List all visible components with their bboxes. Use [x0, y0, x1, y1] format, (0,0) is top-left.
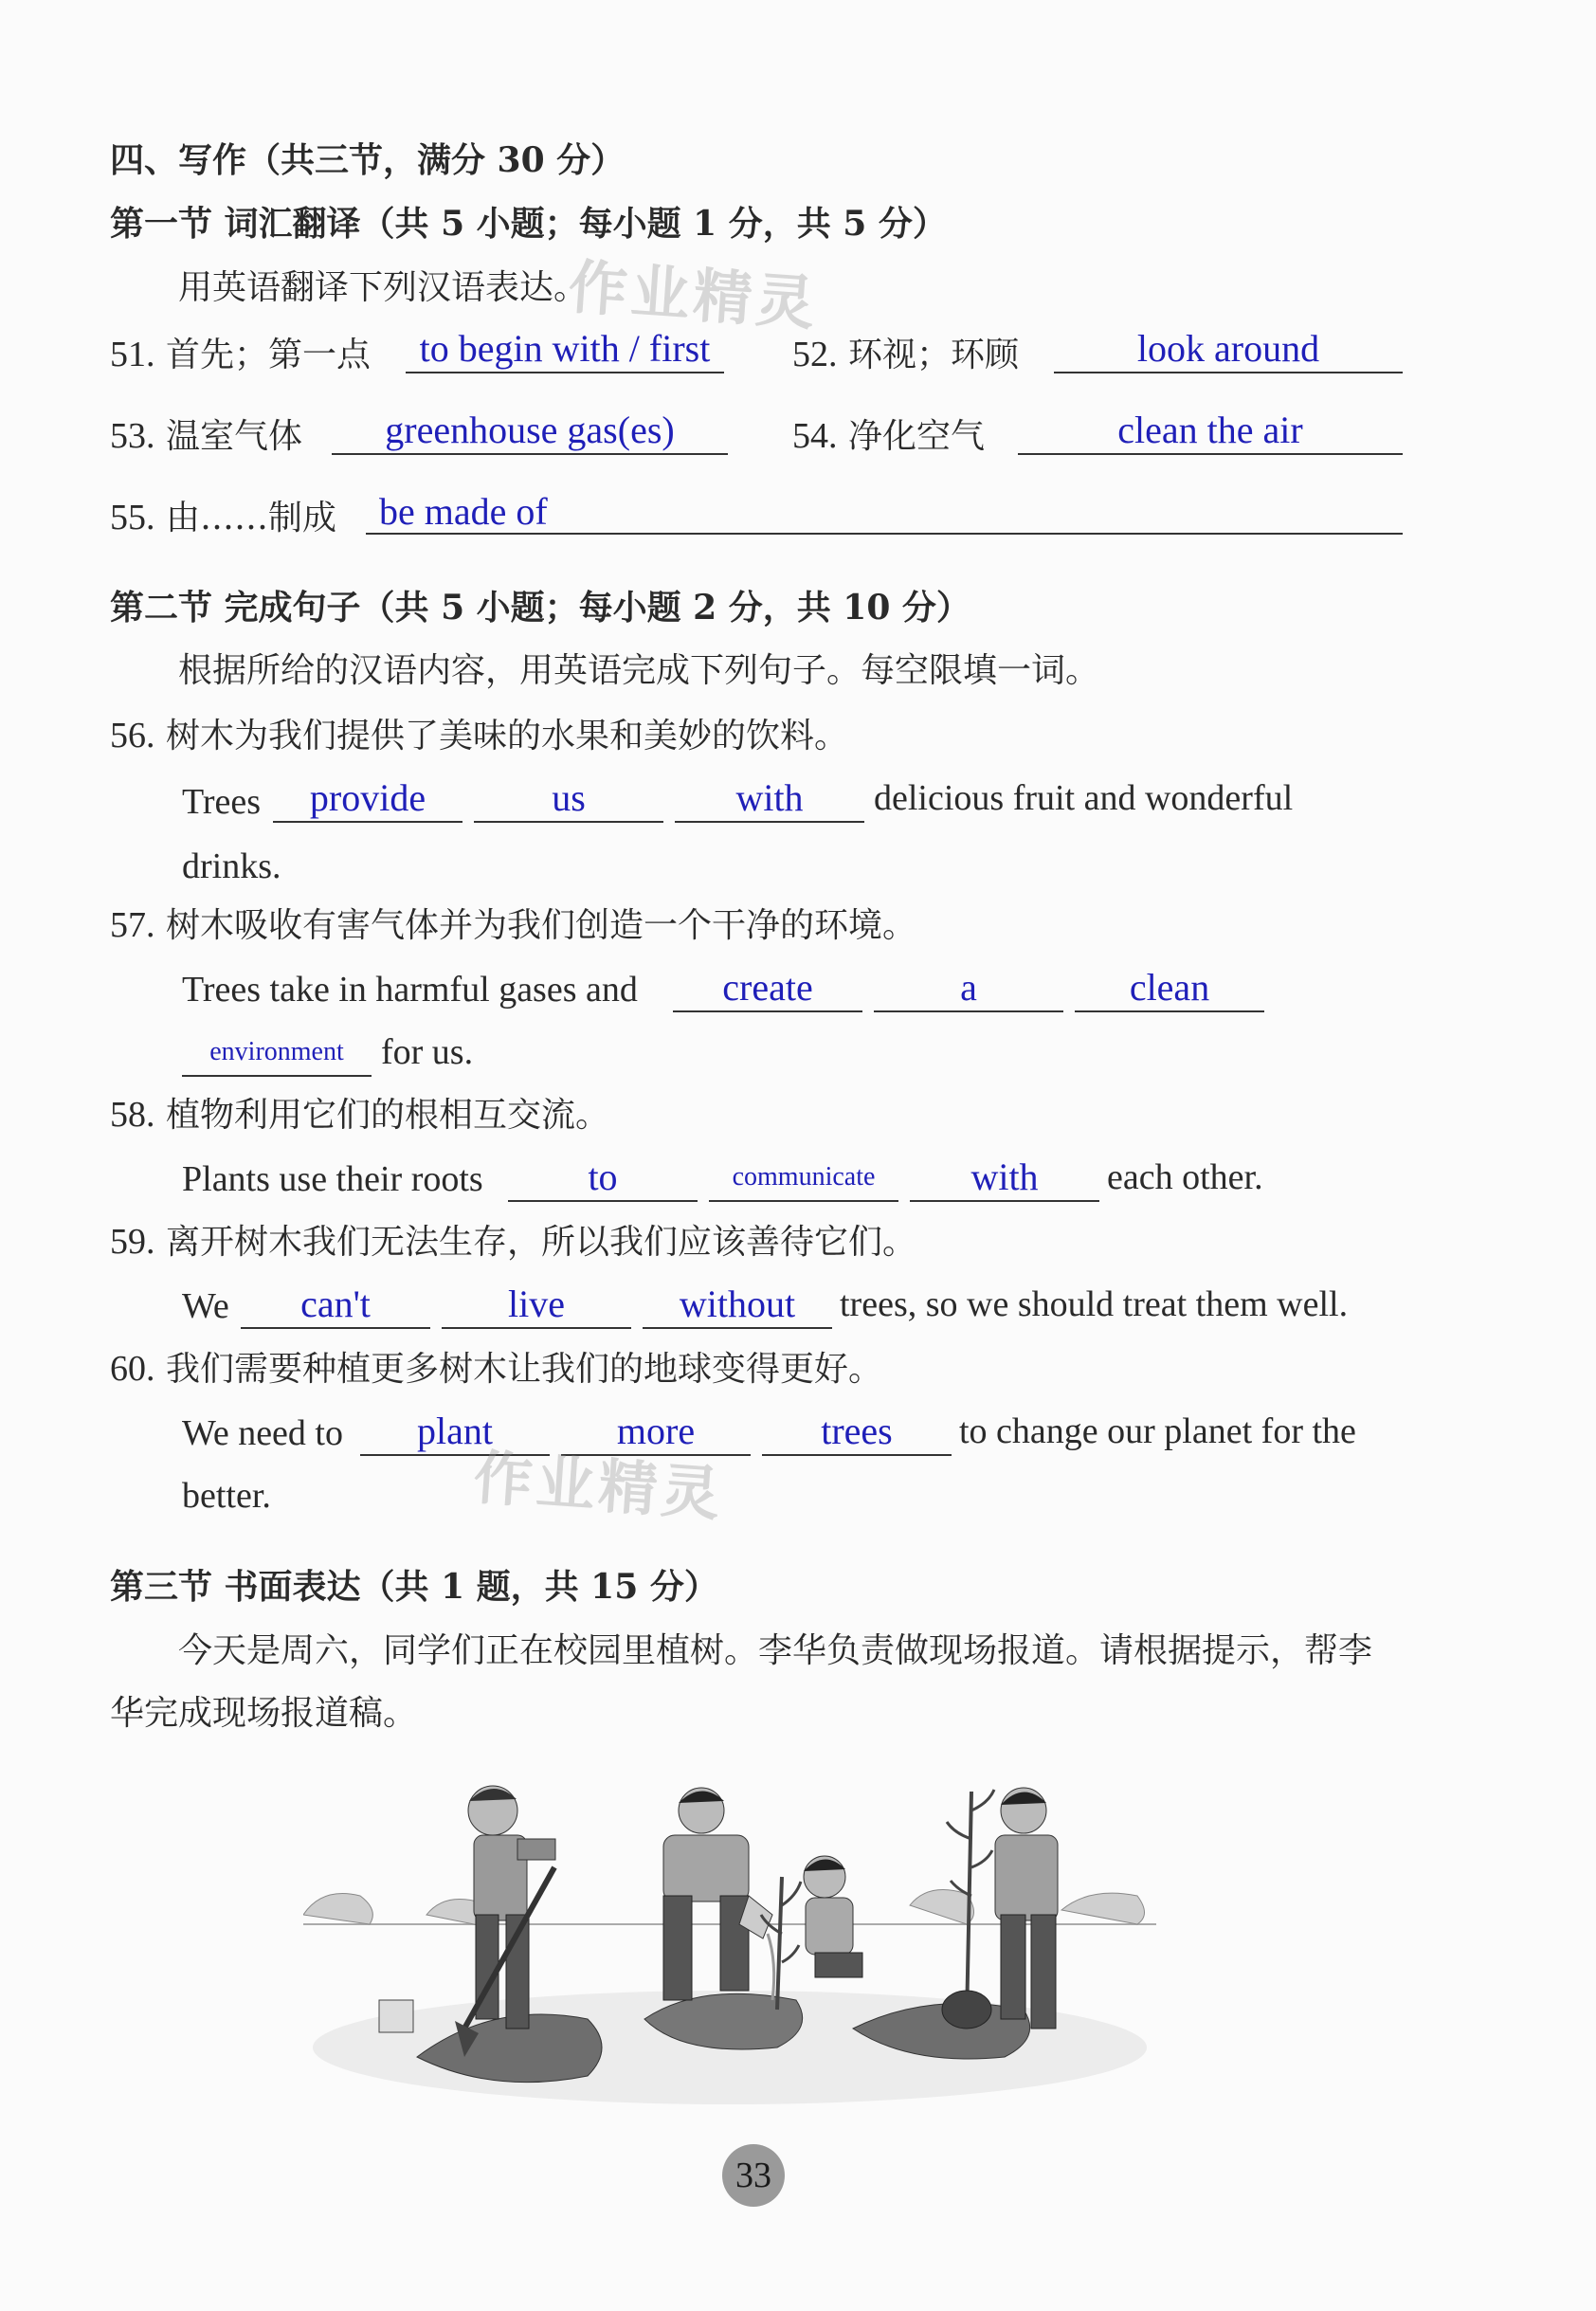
q59-chinese: 59. 离开树木我们无法生存，所以我们应该善待它们。: [110, 1222, 916, 1262]
q56-line2: drinks.: [182, 846, 281, 886]
q58-blank-2: communicate: [709, 1156, 898, 1202]
q58-pre: Plants use their roots: [182, 1159, 483, 1199]
item-55-label: 55. 由……制成: [110, 498, 336, 537]
q57-blank-3: clean: [1075, 967, 1264, 1012]
q60-line2: better.: [182, 1476, 271, 1516]
q57-blank-4: environment: [182, 1031, 372, 1077]
part3-title: 第三节 书面表达（共 1 题，共 15 分）: [110, 1567, 718, 1607]
q56-blank-1: provide: [273, 777, 462, 823]
item-52-label: 52. 环视；环顾: [792, 335, 1019, 374]
q60-post: to change our planet for the: [959, 1411, 1356, 1451]
q57-pre: Trees take in harmful gases and: [182, 970, 638, 1010]
part2-instruction: 根据所给的汉语内容，用英语完成下列句子。每空限填一词。: [178, 651, 1100, 690]
q56-post: delicious fruit and wonderful: [874, 778, 1294, 818]
item-54-label: 54. 净化空气: [792, 416, 985, 456]
part3-text-1: 今天是周六，同学们正在校园里植树。李华负责做现场报道。请根据提示，帮李: [178, 1631, 1373, 1670]
q60-blank-2: more: [561, 1410, 751, 1456]
q60-blank-3: trees: [762, 1410, 952, 1456]
part1-title: 第一节 词汇翻译（共 5 小题；每小题 1 分，共 5 分）: [110, 204, 947, 244]
q57-post: for us.: [381, 1032, 474, 1072]
item-51-answer: to begin with / first: [406, 328, 724, 373]
part1-instruction: 用英语翻译下列汉语表达。: [178, 268, 589, 307]
part2-title: 第二节 完成句子（共 5 小题；每小题 2 分，共 10 分）: [110, 588, 970, 628]
q56-chinese: 56. 树木为我们提供了美味的水果和美妙的饮料。: [110, 716, 848, 755]
q60-blank-1: plant: [360, 1410, 550, 1456]
q60-pre: We need to: [182, 1413, 343, 1453]
q59-post: trees, so we should treat them well.: [840, 1284, 1349, 1324]
item-51-label: 51. 首先；第一点: [110, 335, 371, 374]
q59-blank-3: without: [643, 1283, 832, 1329]
watermark-2: 作业精灵: [471, 1442, 726, 1530]
q56-pre: Trees: [182, 782, 262, 822]
item-53-answer: greenhouse gas(es): [332, 409, 728, 455]
q57-blank-2: a: [874, 967, 1063, 1012]
q57-chinese: 57. 树木吸收有害气体并为我们创造一个干净的环境。: [110, 905, 916, 945]
item-53-label: 53. 温室气体: [110, 416, 302, 456]
part3-text-2: 华完成现场报道稿。: [110, 1694, 418, 1733]
tree-planting-illustration: [303, 1773, 1156, 2104]
q59-pre: We: [182, 1286, 229, 1326]
item-52-answer: look around: [1054, 328, 1403, 373]
q58-blank-1: to: [508, 1156, 698, 1202]
section-header: 四、写作（共三节，满分 30 分）: [110, 140, 626, 180]
q59-blank-1: can't: [241, 1283, 430, 1329]
q57-blank-1: create: [673, 967, 862, 1012]
item-55-answer: be made of: [366, 491, 1403, 535]
q58-blank-3: with: [910, 1156, 1099, 1202]
item-54-answer: clean the air: [1018, 409, 1403, 455]
q58-post: each other.: [1107, 1157, 1263, 1197]
q56-blank-2: us: [474, 777, 663, 823]
q58-chinese: 58. 植物利用它们的根相互交流。: [110, 1095, 609, 1135]
q56-blank-3: with: [675, 777, 864, 823]
watermark: 作业精灵: [566, 251, 821, 339]
q59-blank-2: live: [442, 1283, 631, 1329]
q60-chinese: 60. 我们需要种植更多树木让我们的地球变得更好。: [110, 1349, 882, 1389]
page-number: 33: [722, 2144, 785, 2207]
